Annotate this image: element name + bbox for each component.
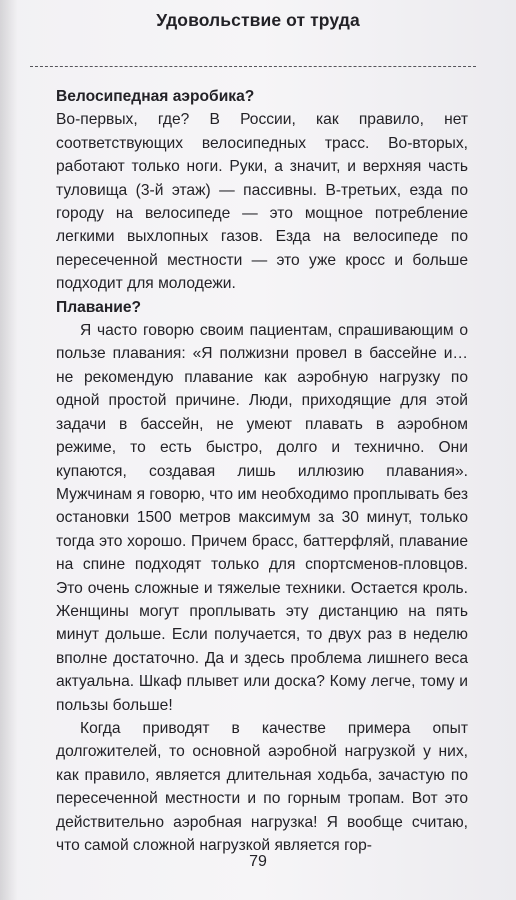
page-number: 79	[249, 853, 267, 870]
section-heading-swimming: Плавание?	[56, 298, 142, 316]
section-heading-cycling: Велосипедная аэробика?	[56, 88, 255, 105]
page-body	[56, 85, 468, 857]
page-gutter-shadow	[0, 0, 18, 900]
paragraph-swimming: Я часто говорю своим пациентам, спрашивающим о пользе плавания: «Я полжизни провел в бассейне и… не рекомендую плавание как аэробную нагрузку по одной простой причине. Люди, приходящие для этой задачи в бассейн, не умеют плавать в аэробном режиме, то есть быстро, долго и технично. Они купаются, создавая лишь иллюзию плавания». Мужчинам я говорю, что им необходимо проплывать без остановки 1500 метров максимум за 30 минут, только тогда это хорошо. Причем брасс, баттерфляй, плавание на спине подходят только для спортсменов-пловцов. Это очень сложные и тяжелые техники. Остается кроль. Женщины могут проплывать эту дистанцию на пять минут дольше. Если получается, то двух раз в неделю вполне достаточно. Да и здесь проблема лишнего веса актуальна. Шкаф плывет или доска? Кому легче, тому и пользы больше!	[56, 322, 468, 714]
paragraph-long-livers: Когда приводят в качестве примера опыт долгожителей, то основной аэробной нагрузкой у них, как правило, является длительная ходьба, зачастую по пересеченной местности и по горным тропам. Вот это действительно аэробная нагрузка! Я вообще считаю, что самой сложной нагрузкой является гор-	[56, 719, 468, 854]
header-rule	[30, 66, 476, 67]
paragraph-cycling: Во-первых, где? В России, как правило, нет соответствующих велосипедных трасс. Во-вторых, работают только ноги. Руки, а значит, и верхняя часть туловища (3-й этаж) — пассивны. В-третьих, езда по городу на велосипеде — это мощное потребление легкими выхлопных газов. Езда на велосипеде по пересеченной местности — это уже кросс и больше подходит для молодежи.	[56, 111, 468, 293]
running-header: Удовольствие от труда	[156, 10, 360, 30]
